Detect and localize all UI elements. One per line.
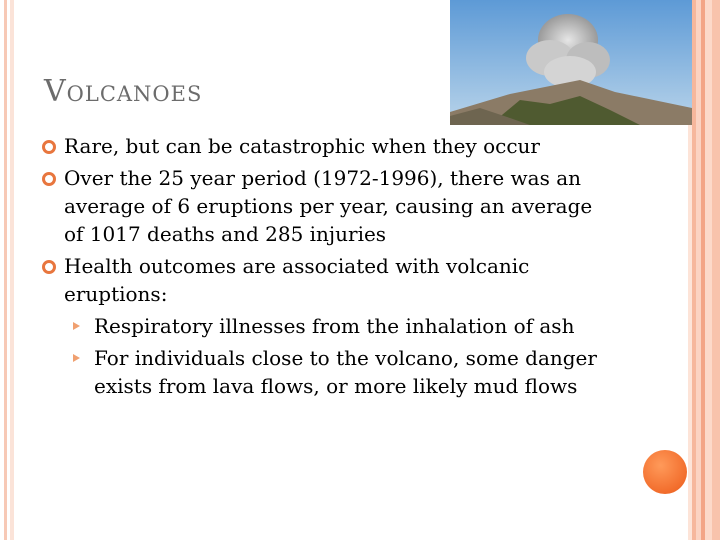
sub-bullet-item: [40, 344, 610, 400]
sub-bullet-text: Respiratory illnesses from the inhalation of ash: [94, 314, 575, 338]
bullet-circle-icon: [42, 260, 56, 274]
volcano-photo: [450, 0, 692, 125]
decorative-orange-circle: [643, 450, 687, 494]
slide-title: Volcanoes: [44, 74, 203, 109]
bullet-circle-icon: [42, 172, 56, 186]
sub-bullet-arrow-icon: [73, 322, 80, 330]
bullet-list: [40, 132, 610, 404]
volcano-image: [450, 0, 692, 125]
sub-bullet-item: [40, 312, 610, 340]
bullet-item: [40, 164, 610, 248]
sub-bullet-text: For individuals close to the volcano, some danger exists from lava flows, or more likely mud flows: [94, 346, 597, 398]
left-decorative-border: [0, 0, 22, 540]
bullet-item: [40, 252, 610, 308]
bullet-text: Health outcomes are associated with volcanic eruptions:: [64, 254, 530, 306]
right-decorative-border: [688, 0, 720, 540]
sub-bullet-arrow-icon: [73, 354, 80, 362]
bullet-item: [40, 132, 610, 160]
bullet-text: Rare, but can be catastrophic when they occur: [64, 134, 540, 158]
bullet-text: Over the 25 year period (1972-1996), there was an average of 6 eruptions per year, causing an average of 1017 deaths and 285 injuries: [64, 166, 593, 246]
bullet-circle-icon: [42, 140, 56, 154]
